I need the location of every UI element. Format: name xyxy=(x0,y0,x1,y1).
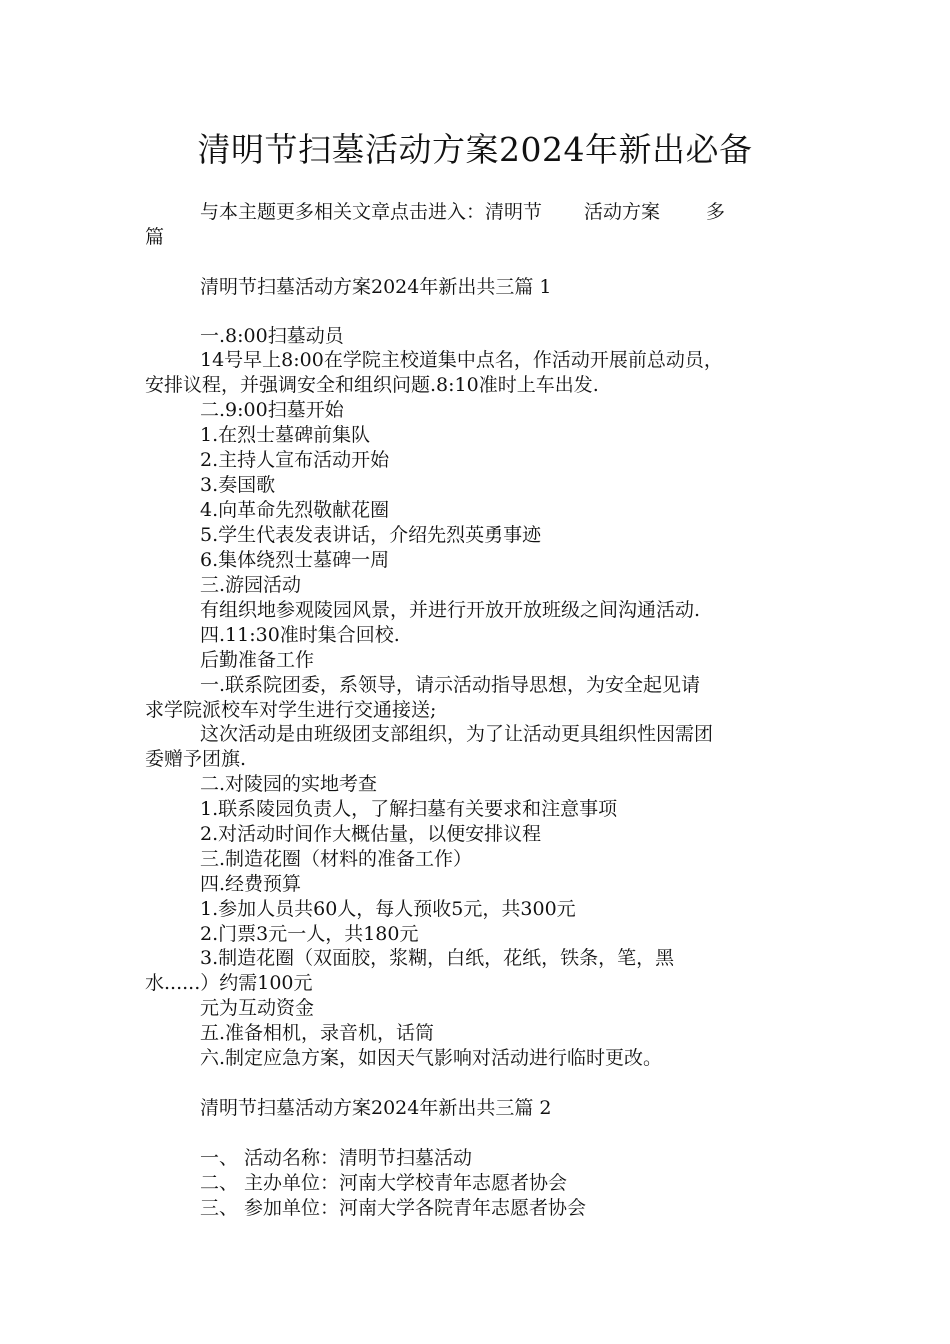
body-line: 六.制定应急方案，如因天气影响对活动进行临时更改。 xyxy=(200,1047,663,1069)
body-line: 14号早上8:00在学院主校道集中点名，作活动开展前总动员， xyxy=(200,349,723,371)
body-line: 五.准备相机，录音机，话筒 xyxy=(200,1022,435,1044)
body-line: 水......）约需100元 xyxy=(145,972,313,994)
related-articles xyxy=(200,200,810,225)
section2-line: 一、 活动名称：清明节扫墓活动 xyxy=(200,1147,473,1169)
body-line: 2.门票3元一人，共180元 xyxy=(200,923,419,945)
body-line: 二.9:00扫墓开始 xyxy=(200,399,344,421)
section-heading-2: 清明节扫墓活动方案2024年新出共三篇 2 xyxy=(200,1097,552,1119)
body-line: 2.主持人宣布活动开始 xyxy=(200,449,390,471)
body-line: 1.在烈士墓碑前集队 xyxy=(200,424,371,446)
body-line: 三.制造花圈（材料的准备工作） xyxy=(200,848,473,870)
body-line: 一.8:00扫墓动员 xyxy=(200,325,344,347)
page-title: 清明节扫墓活动方案2024年新出必备 xyxy=(197,130,753,169)
body-line: 求学院派校车对学生进行交通接送; xyxy=(145,699,437,721)
related-link-more[interactable]: 多 xyxy=(706,201,726,223)
section2-line: 二、 主办单位：河南大学校青年志愿者协会 xyxy=(200,1172,568,1194)
body-line: 四.11:30准时集合回校. xyxy=(200,624,400,646)
body-line: 3.制造花圈（双面胶，浆糊，白纸，花纸，铁条，笔，黑 xyxy=(200,947,675,969)
body-line: 有组织地参观陵园风景，并进行开放开放班级之间沟通活动. xyxy=(200,599,701,621)
body-line: 1.联系陵园负责人，了解扫墓有关要求和注意事项 xyxy=(200,798,618,820)
related-link-huodongfangan[interactable]: 活动方案 xyxy=(584,201,661,223)
body-line: 委赠予团旗. xyxy=(145,748,247,770)
body-line: 四.经费预算 xyxy=(200,873,302,895)
body-line: 一.联系院团委，系领导，请示活动指导思想，为安全起见请 xyxy=(200,674,701,696)
body-line: 三.游园活动 xyxy=(200,574,302,596)
body-line: 3.奏国歌 xyxy=(200,474,276,496)
body-line: 2.对活动时间作大概估量，以便安排议程 xyxy=(200,823,542,845)
body-line: 1.参加人员共60人，每人预收5元，共300元 xyxy=(200,898,576,920)
body-line: 安排议程，并强调安全和组织问题.8:10准时上车出发. xyxy=(145,374,599,396)
section-heading-1: 清明节扫墓活动方案2024年新出共三篇 1 xyxy=(200,276,552,298)
body-line: 6.集体绕烈士墓碑一周 xyxy=(200,549,390,571)
body-line: 元为互动资金 xyxy=(200,997,315,1019)
body-line: 这次活动是由班级团支部组织，为了让活动更具组织性因需团 xyxy=(200,723,714,745)
body-line: 后勤准备工作 xyxy=(200,649,315,671)
section2-line: 三、 参加单位：河南大学各院青年志愿者协会 xyxy=(200,1197,587,1219)
related-wrap: 篇 xyxy=(145,226,165,248)
body-line: 二.对陵园的实地考查 xyxy=(200,773,378,795)
body-line: 5.学生代表发表讲话，介绍先烈英勇事迹 xyxy=(200,524,542,546)
related-link-qingmingjie[interactable]: 清明节 xyxy=(485,201,543,223)
body-line: 4.向革命先烈敬献花圈 xyxy=(200,499,390,521)
related-prefix: 与本主题更多相关文章点击进入： xyxy=(200,201,486,223)
